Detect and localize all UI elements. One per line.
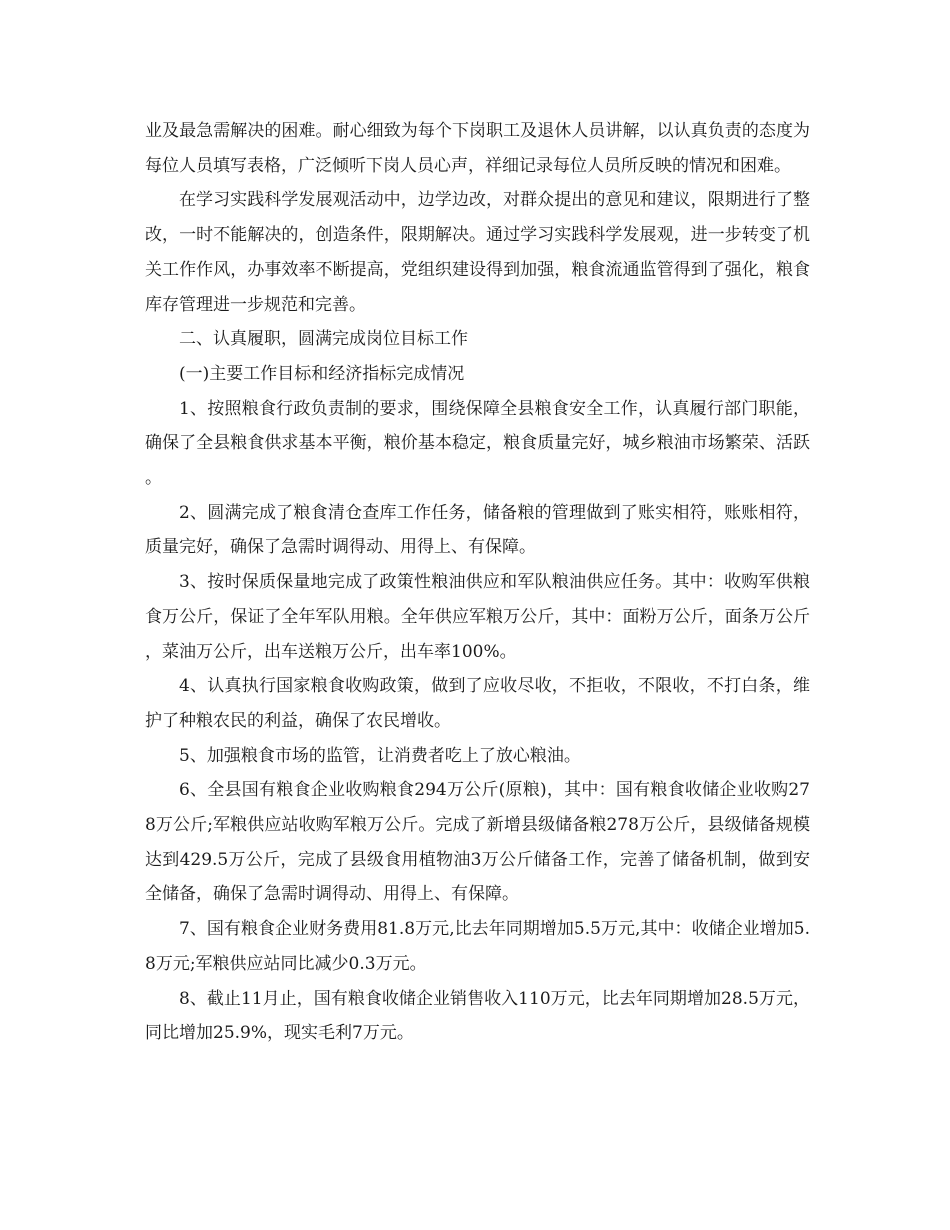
- list-item-7: 7、国有粮食企业财务费用81.8万元,比去年同期增加5.5万元,其中：收储企业增加5.8万元;军粮供应站同比减少0.3万元。: [145, 919, 810, 974]
- paragraph-study-practice: 在学习实践科学发展观活动中，边学边改，对群众提出的意见和建议，限期进行了整改，一时不能解决的，创造条件，限期解决。通过学习实践科学发展观，进一步转变了机关工作作风，办事效率不断提高，党组织建设得到加强，粮食流通监管得到了强化，粮食库存管理进一步规范和完善。: [145, 190, 810, 315]
- list-item-3: 3、按时保质保量地完成了政策性粮油供应和军队粮油供应任务。其中：收购军供粮食万公斤，保证了全年军队用粮。全年供应军粮万公斤，其中：面粉万公斤，面条万公斤，菜油万公斤，出车送粮万公斤，出车率100%。: [145, 572, 810, 662]
- list-item-4: 4、认真执行国家粮食收购政策，做到了应收尽收，不拒收，不限收，不打白条，维护了种粮农民的利益，确保了农民增收。: [145, 676, 810, 731]
- paragraph-continuation: 业及最急需解决的困难。耐心细致为每个下岗职工及退休人员讲解，以认真负责的态度为每位人员填写表格，广泛倾听下岗人员心声，祥细记录每位人员所反映的情况和困难。: [145, 121, 810, 176]
- list-item-6: 6、全县国有粮食企业收购粮食294万公斤(原粮)，其中：国有粮食收储企业收购278万公斤;军粮供应站收购军粮万公斤。完成了新增县级储备粮278万公斤，县级储备规模达到429.5万公斤，完成了县级食用植物油3万公斤储备工作，完善了储备机制，做到安全储备，确保了急需时调得动、用得上、有保障。: [145, 780, 810, 905]
- list-item-8: 8、截止11月止，国有粮食收储企业销售收入110万元，比去年同期增加28.5万元，同比增加25.9%，现实毛利7万元。: [145, 988, 810, 1044]
- subsection-heading: (一)主要工作目标和经济指标完成情况: [179, 363, 465, 384]
- document-body: [145, 114, 810, 1051]
- list-item-5: 5、加强粮食市场的监管，让消费者吃上了放心粮油。: [179, 745, 581, 766]
- section-heading: 二、认真履职，圆满完成岗位目标工作: [179, 329, 468, 350]
- list-item-1: 1、按照粮食行政负责制的要求，围绕保障全县粮食安全工作，认真履行部门职能，确保了全县粮食供求基本平衡，粮价基本稳定，粮食质量完好，城乡粮油市场繁荣、活跃。: [145, 398, 810, 489]
- list-item-2: 2、圆满完成了粮食清仓查库工作任务，储备粮的管理做到了账实相符，账账相符，质量完好，确保了急需时调得动、用得上、有保障。: [145, 502, 810, 558]
